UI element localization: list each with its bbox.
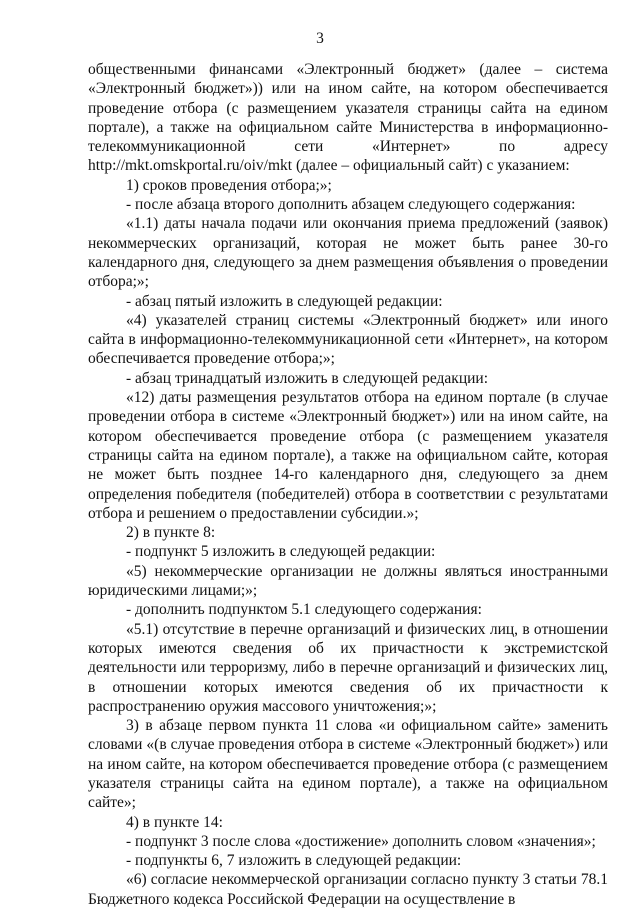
- paragraph: - подпункт 5 изложить в следующей редакции:: [126, 543, 436, 561]
- paragraph: - абзац пятый изложить в следующей редакции:: [126, 292, 443, 310]
- paragraph: «5) некоммерческие организации не должны являться иностранными юридическими лицами;»;: [88, 562, 608, 600]
- page-number: 3: [316, 30, 324, 47]
- paragraph: 2) в пункте 8:: [126, 524, 216, 542]
- paragraph: 1) сроков проведения отбора;»;: [126, 176, 332, 194]
- paragraph: «6) согласие некоммерческой организации согласно пункту 3 статьи 78.1 Бюджетного кодекса Российской Федерации на осуществление в: [88, 871, 608, 908]
- document-body: [88, 60, 608, 909]
- paragraph: 4) в пункте 14:: [126, 813, 223, 831]
- paragraph: - подпункт 3 после слова «достижение» дополнить словом «значения»;: [126, 832, 596, 850]
- paragraph: - подпункты 6, 7 изложить в следующей редакции:: [126, 852, 462, 870]
- paragraph: - после абзаца второго дополнить абзацем следующего содержания:: [126, 196, 576, 214]
- paragraph: «1.1) даты начала подачи или окончания приема предложений (заявок) некоммерческих организаций, которая не может быть ранее 30-го календарного дня, следующего за днем размещения объявления о проведении отбора;»;: [88, 215, 608, 291]
- paragraph: «4) указателей страниц системы «Электронный бюджет» или иного сайта в информационно-телекоммуникационной сети «Интернет», на котором обеспечивается проведение отбора;»;: [88, 311, 608, 368]
- paragraph: «5.1) отсутствие в перечне организаций и физических лиц, в отношении которых имеются сведения об их причастности к экстремистской деятельности или терроризму, либо в перечне организаций и физических лиц, в отношении которых имеются сведения об их причастности к распространению оружия массового уничтожения;»;: [88, 620, 608, 715]
- paragraph: «12) даты размещения результатов отбора на едином портале (в случае проведении отбора в системе «Электронный бюджет») или на ином сайте, на котором обеспечивается проведение отбора (с размещением указателя страницы сайта на едином портале), а также на официальном сайте, которая не может быть позднее 14-го календарного дня, следующего за днем определения победителя (победителей) отбора в соответствии с результатами отбора и решением о предоставлении субсидии.»;: [88, 389, 608, 522]
- paragraph: - дополнить подпунктом 5.1 следующего содержания:: [126, 601, 482, 619]
- paragraph: 3) в абзаце первом пункта 11 слова «и официальном сайте» заменить словами «(в случае проведения отбора в системе «Электронный бюджет») или на ином сайте, на котором обеспечивается проведение отбора (с размещением указателя страницы сайта на едином портале), а также на официальном сайте»;: [88, 717, 608, 812]
- paragraph: - абзац тринадцатый изложить в следующей редакции:: [126, 369, 489, 387]
- paragraph: общественными финансами «Электронный бюджет» (далее – система «Электронный бюджет»)) или на ином сайте, на котором обеспечивается проведение отбора (с размещением указателя страницы сайта на едином портале), а также на официальном сайте Министерства в информационно-телекоммуникационной сети «Интернет» по адресу http://mkt.omskportal.ru/oiv/mkt (далее – официальный сайт) с указанием:: [88, 61, 608, 175]
